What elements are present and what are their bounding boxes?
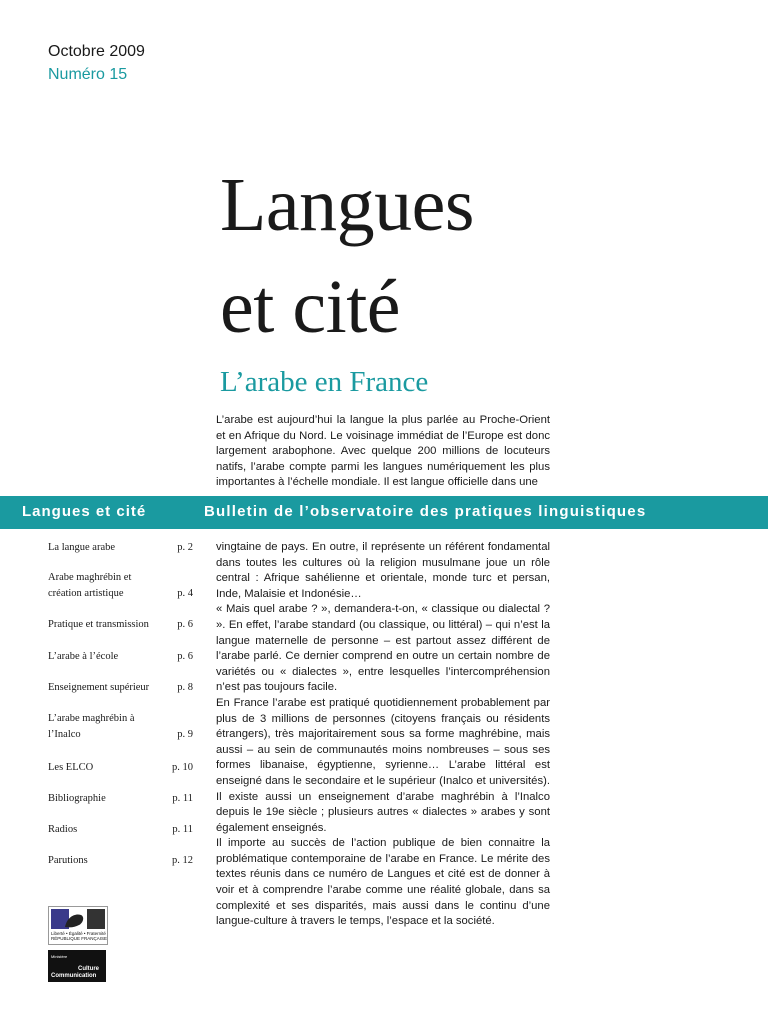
toc-item-title: La langue arabe bbox=[48, 542, 116, 553]
publication-title-line1: Langues bbox=[220, 163, 474, 247]
toc-item-page: p. 9 bbox=[177, 729, 193, 740]
toc-item-page: p. 4 bbox=[177, 588, 193, 599]
band-bulletin-title: Bulletin de l’observatoire des pratiques linguistiques bbox=[204, 503, 647, 520]
toc-item-title: Radios bbox=[48, 824, 78, 835]
band-publication-name: Langues et cité bbox=[22, 503, 147, 520]
toc-item-page: p. 6 bbox=[177, 651, 193, 662]
issue-date: Octobre 2009 bbox=[48, 43, 145, 60]
ministry-label: Ministère bbox=[51, 954, 68, 959]
toc-item-title: Pratique et transmission bbox=[48, 619, 149, 630]
toc-item[interactable] bbox=[48, 649, 193, 665]
toc-item-page: p. 6 bbox=[177, 619, 193, 630]
issue-number: Numéro 15 bbox=[48, 66, 128, 83]
body-paragraph: « Mais quel arabe ? », demandera-t-on, « classique ou dialectal ? ». En effet, l’arabe standard (ou classique, ou littéral) – qui n’est la langue maternelle de personne – est partout assez différent de l’arabe parlé. Ce dernier comprend en outre un certain nombre de variétés ou « dialectes », entre lesquelles l’intercompréhension n’est pas toujours facile. bbox=[216, 603, 550, 694]
toc-item[interactable] bbox=[48, 680, 193, 696]
toc-item-title: Les ELCO bbox=[48, 762, 94, 773]
culture-communication-logo bbox=[48, 950, 106, 982]
toc-item-title: L’arabe maghrébin à l’Inalco bbox=[48, 713, 135, 740]
toc-item[interactable] bbox=[48, 617, 193, 633]
toc-item-page: p. 12 bbox=[172, 855, 193, 866]
toc-item[interactable] bbox=[48, 853, 193, 869]
toc-item[interactable] bbox=[48, 570, 193, 602]
toc-item[interactable] bbox=[48, 711, 193, 743]
body-paragraph: En France l’arabe est pratiqué quotidiennement probablement par plus de 3 millions de personnes (citoyens français ou résidents étrangers), très majoritairement sous sa forme maghrébine, mais aussi – au sein de communautés moins nombreuses – sous ses formes libanaise, égyptienne, syrienne… L’arabe littéral est enseigné dans le secondaire et le supérieur (Inalco et universités). Il existe aussi un enseignement d’arabe maghrébin à l’Inalco depuis le 19e siècle ; plusieurs autres « dialectes » arabes y sont également enseignés. bbox=[216, 696, 550, 834]
communication-label: Communication bbox=[51, 973, 97, 979]
toc-item-page: p. 11 bbox=[172, 824, 193, 835]
toc-item[interactable] bbox=[48, 540, 193, 556]
toc-item-page: p. 2 bbox=[177, 542, 193, 553]
rf-logo-text: Liberté • Égalité • Fraternité RÉPUBLIQUE FRANÇAISE bbox=[51, 931, 108, 941]
issue-subtitle: L’arabe en France bbox=[220, 366, 429, 398]
body-text bbox=[216, 540, 550, 930]
toc-item-page: p. 11 bbox=[172, 793, 193, 804]
toc-item-title: Bibliographie bbox=[48, 793, 106, 804]
body-paragraph: Il importe au succès de l’action publique de bien connaitre la problématique contemporaine de l’arabe en France. Le mérite des textes réunis dans ce numéro de Langues et cité est de donner à voir et à comprendre l’arabe comme une réalité globale, dans sa complexité et ses disparités, mais aussi dans le continu d’une langue-culture à travers le temps, l’espace et la société. bbox=[216, 837, 550, 928]
toc-item[interactable] bbox=[48, 791, 193, 807]
intro-paragraph: L’arabe est aujourd’hui la langue la plus parlée au Proche-Orient et en Afrique du Nord. Le voisinage immédiat de l’Europe est donc largement arabophone. Avec quelque 200 millions de locuteurs natifs, l’arabe compte parmi les langues numériquement les plus importantes à l’échelle mondiale. Il est langue officielle dans une bbox=[216, 414, 550, 489]
body-paragraph: vingtaine de pays. En outre, il représente un référent fondamental dans toutes les cultures où la religion musulmane joue un rôle central : Afrique sahélienne et orientale, monde turc et persan, Inde, Malaisie et Indonésie… bbox=[216, 541, 550, 600]
toc-item-title: Parutions bbox=[48, 855, 88, 866]
toc-item-title: Enseignement supérieur bbox=[48, 682, 150, 693]
republique-francaise-logo bbox=[48, 906, 108, 945]
toc-item[interactable] bbox=[48, 760, 193, 776]
toc-item-title: L’arabe à l’école bbox=[48, 651, 119, 662]
culture-label: Culture bbox=[78, 966, 99, 972]
toc-item-page: p. 8 bbox=[177, 682, 193, 693]
toc-item-page: p. 10 bbox=[172, 762, 193, 773]
header-band bbox=[0, 496, 768, 529]
toc-item-title: Arabe maghrébin et création artistique bbox=[48, 572, 132, 599]
toc-item[interactable] bbox=[48, 822, 193, 838]
publication-title-line2: et cité bbox=[220, 265, 401, 349]
